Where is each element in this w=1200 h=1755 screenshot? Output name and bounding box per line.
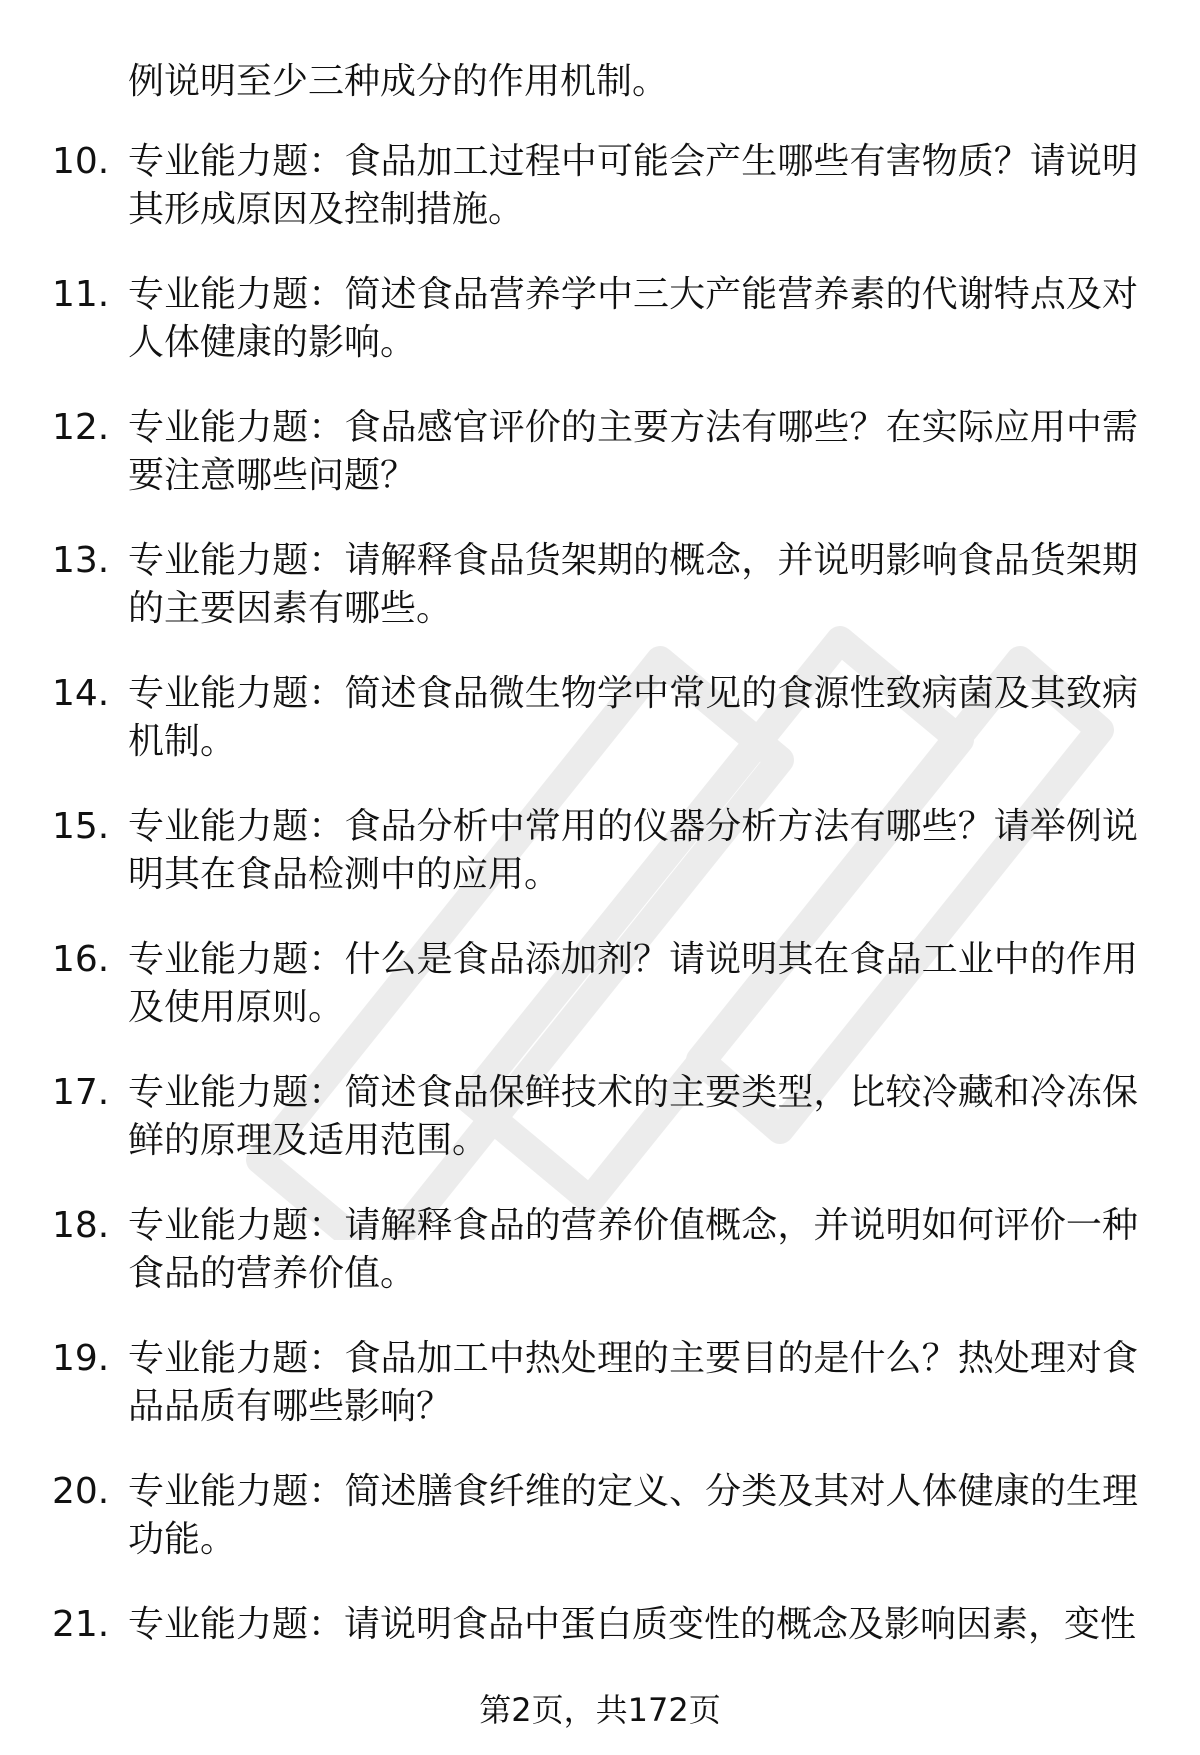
list-item (0, 1468, 1200, 1601)
question-number: 11. (52, 274, 110, 315)
question-text: 专业能力题：请解释食品的营养价值概念，并说明如何评价一种食品的营养价值。 (128, 1205, 1138, 1294)
list-item (0, 537, 1200, 670)
question-number: 14. (52, 673, 110, 714)
question-number: 16. (52, 939, 110, 980)
question-number: 18. (52, 1205, 110, 1246)
list-item (0, 1069, 1200, 1202)
list-item (0, 404, 1200, 537)
question-text: 专业能力题：什么是食品添加剂？请说明其在食品工业中的作用及使用原则。 (128, 939, 1138, 1028)
question-text: 专业能力题：简述食品营养学中三大产能营养素的代谢特点及对人体健康的影响。 (128, 274, 1138, 363)
question-text: 专业能力题：简述膳食纤维的定义、分类及其对人体健康的生理功能。 (128, 1471, 1138, 1560)
list-item (0, 1335, 1200, 1468)
question-list (0, 138, 1200, 1734)
question-number: 17. (52, 1072, 110, 1113)
question-text: 专业能力题：食品感官评价的主要方法有哪些？在实际应用中需要注意哪些问题？ (128, 407, 1138, 496)
question-number: 12. (52, 407, 110, 448)
question-number: 19. (52, 1338, 110, 1379)
question-number: 13. (52, 540, 110, 581)
question-number: 15. (52, 806, 110, 847)
list-item (0, 271, 1200, 404)
question-text: 专业能力题：简述食品微生物学中常见的食源性致病菌及其致病机制。 (128, 673, 1138, 762)
continuation-text: 例说明至少三种成分的作用机制。 (128, 61, 669, 102)
question-text: 专业能力题：食品加工中热处理的主要目的是什么？热处理对食品品质有哪些影响？ (128, 1338, 1138, 1427)
question-text: 专业能力题：简述食品保鲜技术的主要类型，比较冷藏和冷冻保鲜的原理及适用范围。 (128, 1072, 1138, 1161)
question-number: 21. (52, 1604, 110, 1645)
list-item (0, 936, 1200, 1069)
list-item (0, 138, 1200, 271)
question-text: 专业能力题：食品分析中常用的仪器分析方法有哪些？请举例说明其在食品检测中的应用。 (128, 806, 1138, 895)
list-item (0, 670, 1200, 803)
question-text: 专业能力题：请说明食品中蛋白质变性的概念及影响因素，变性 (128, 1604, 1137, 1645)
question-text: 专业能力题：请解释食品货架期的概念，并说明影响食品货架期的主要因素有哪些。 (128, 540, 1138, 629)
page-footer: 第2页，共172页 (479, 1691, 721, 1729)
list-item (0, 1202, 1200, 1335)
question-text: 专业能力题：食品加工过程中可能会产生哪些有害物质？请说明其形成原因及控制措施。 (128, 141, 1138, 230)
question-number: 20. (52, 1471, 110, 1512)
list-item (0, 803, 1200, 936)
question-number: 10. (52, 141, 110, 182)
